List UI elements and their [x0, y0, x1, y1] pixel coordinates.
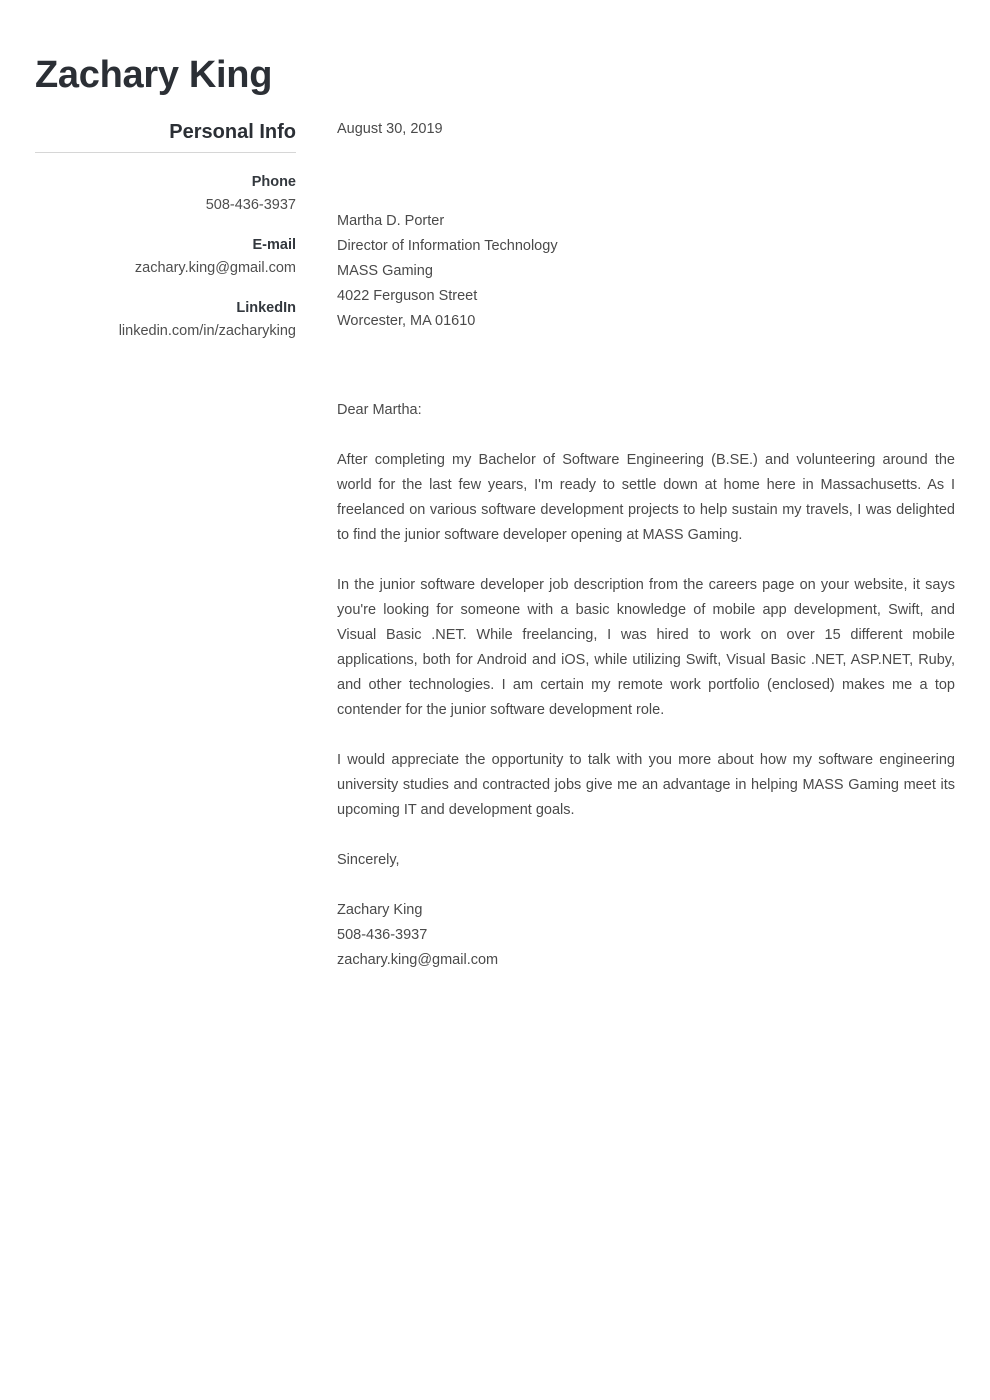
letter-paragraph-2: In the junior software developer job description from the careers page on your website, it says you're looking for someone with a basic knowledge of mobile app development, Swift, and Visual Basic .NET. While freelancing, I was hired to work on over 15 different mobile applications, both for Android and iOS, while utilizing Swift, Visual Basic .NET, ASP.NET, Ruby, and other technologies. I am certain my remote work portfolio (enclosed) makes me a top contender for the junior software development role. — [337, 577, 955, 719]
sidebar-divider — [35, 152, 296, 153]
contact-label-linkedin: LinkedIn — [236, 300, 296, 317]
signature-email[interactable]: zachary.king@gmail.com — [337, 952, 499, 969]
letter-salutation: Dear Martha: — [337, 402, 422, 419]
contact-value-phone: 508-436-3937 — [205, 197, 296, 214]
contact-value-linkedin[interactable]: linkedin.com/in/zacharyking — [118, 323, 296, 340]
letter-paragraph-1: After completing my Bachelor of Software Engineering (B.SE.) and volunteering around the world for the last few years, I'm ready to settle down at home here in Massachusetts. As I freelanced on various software development projects to help sustain my travels, I was delighted to find the junior software developer opening at MASS Gaming. — [337, 452, 955, 544]
letter-body — [337, 118, 955, 973]
recipient-street: 4022 Ferguson Street — [337, 288, 478, 305]
sidebar-section-title: Personal Info — [169, 121, 296, 143]
page-title: Zachary King — [35, 54, 273, 97]
signature-name: Zachary King — [337, 902, 423, 919]
contact-label-phone: Phone — [251, 174, 296, 190]
recipient-name: Martha D. Porter — [337, 213, 445, 230]
signature-phone: 508-436-3937 — [337, 927, 428, 944]
contact-value-email[interactable]: zachary.king@gmail.com — [134, 260, 296, 277]
letter-paragraph-3: I would appreciate the opportunity to talk with you more about how my software engineering university studies and contracted jobs give me an advantage in helping MASS Gaming meet its upcoming IT and development goals. — [337, 752, 955, 819]
contact-entry-email — [35, 234, 296, 281]
recipient-company: MASS Gaming — [337, 263, 433, 280]
recipient-city-state-zip: Worcester, MA 01610 — [337, 313, 476, 330]
contact-label-email: E-mail — [252, 237, 296, 254]
contact-entry-linkedin — [35, 297, 296, 344]
letter-date: August 30, 2019 — [337, 121, 443, 137]
recipient-address-block — [337, 209, 955, 334]
personal-info-sidebar — [35, 120, 296, 360]
contact-entry-phone — [35, 171, 296, 218]
letter-closing: Sincerely, — [337, 852, 400, 869]
signature-block — [337, 898, 955, 973]
recipient-title: Director of Information Technology — [337, 238, 558, 255]
